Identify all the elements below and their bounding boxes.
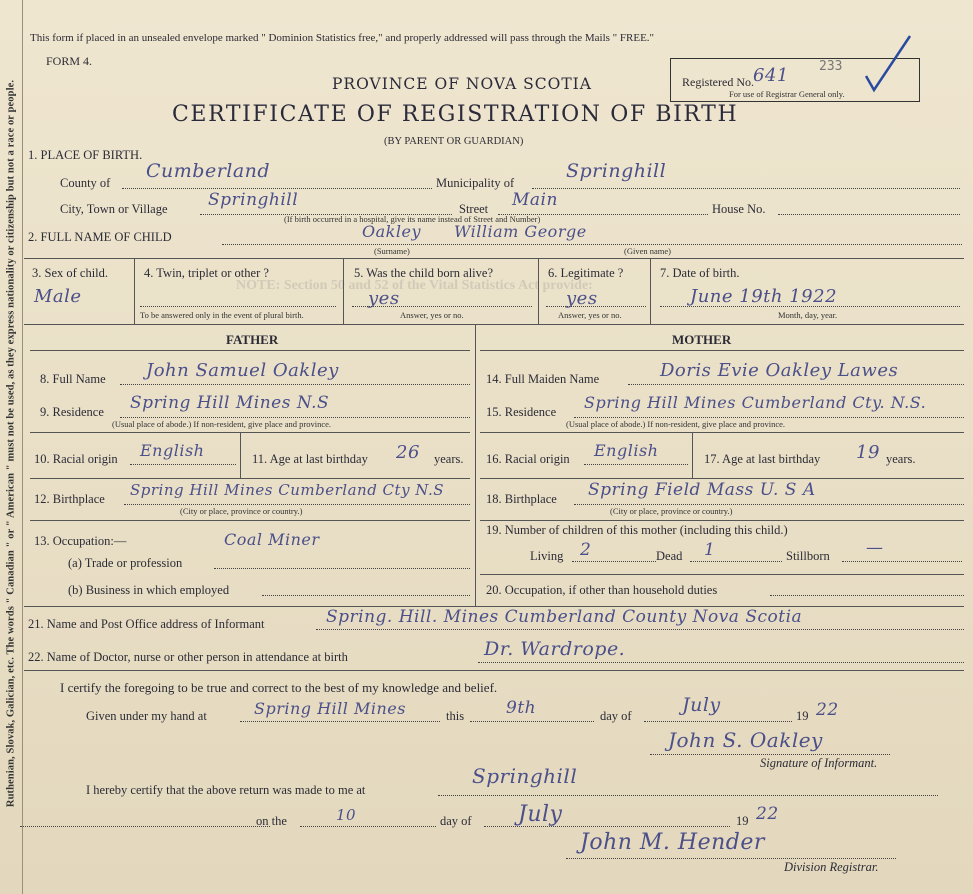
mother-residence: Spring Hill Mines Cumberland Cty. N.S. <box>584 393 927 412</box>
county-label: County of <box>60 176 111 190</box>
living-count: 2 <box>580 540 592 560</box>
mother-birthplace-note: (City or place, province or country.) <box>610 506 733 516</box>
county-value: Cumberland <box>146 160 271 182</box>
father-occupation: Coal Miner <box>224 530 320 549</box>
registrar-year: 22 <box>756 804 779 824</box>
father-race: English <box>140 441 205 460</box>
mother-age-label: 17. Age at last birthday <box>704 452 821 466</box>
twin-note: To be answered only in the event of plural birth. <box>140 310 304 320</box>
child-given-name: William George <box>454 222 587 241</box>
doctor-value: Dr. Wardrope. <box>484 638 626 660</box>
father-occupation-label: 13. Occupation:— <box>34 534 127 548</box>
checkmark-icon <box>860 32 916 94</box>
registrar-day-of-label: day of <box>440 814 472 828</box>
mother-occupation-label: 20. Occupation, if other than household duties <box>486 583 718 597</box>
registrar-year-prefix: 19 <box>736 814 749 828</box>
registrar-on-label: on the <box>256 814 287 828</box>
registrar-text: I hereby certify that the above return was made to me at <box>86 783 366 797</box>
child-surname: Oakley <box>362 222 421 241</box>
legitimate-value: yes <box>566 288 598 309</box>
city-value: Springhill <box>208 190 299 210</box>
given-name-label: (Given name) <box>624 246 671 256</box>
mother-birthplace: Spring Field Mass U. S A <box>588 480 816 500</box>
mother-heading: MOTHER <box>672 332 732 347</box>
city-label: City, Town or Village <box>60 202 168 216</box>
municipality-value: Springhill <box>566 160 667 182</box>
dead-label: Dead <box>656 549 683 563</box>
father-age: 26 <box>396 442 420 463</box>
alive-value: yes <box>368 288 400 309</box>
certify-text: I certify the foregoing to be true and correct to the best of my knowledge and belief. <box>60 680 498 695</box>
this-label: this <box>446 709 465 723</box>
municipality-label: Municipality of <box>436 176 515 190</box>
father-race-label: 10. Racial origin <box>34 452 118 466</box>
legitimate-label: 6. Legitimate ? <box>548 266 624 280</box>
twin-label: 4. Twin, triplet or other ? <box>144 266 269 280</box>
given-under-label: Given under my hand at <box>86 709 207 723</box>
doctor-label: 22. Name of Doctor, nurse or other person in attendance at birth <box>28 650 348 664</box>
registrar-day: 10 <box>336 806 357 824</box>
registrar-signature-label: Division Registrar. <box>784 860 879 874</box>
birth-date-value: June 19th 1922 <box>690 286 838 307</box>
certify-day-of-label: day of <box>600 709 632 723</box>
registrar-signature: John M. Hender <box>580 830 765 855</box>
child-name-heading: 2. FULL NAME OF CHILD <box>28 230 172 244</box>
street-label: Street <box>459 202 489 216</box>
registered-note: For use of Registrar General only. <box>729 89 845 99</box>
stillborn-label: Stillborn <box>786 549 830 563</box>
certificate-title: CERTIFICATE OF REGISTRATION OF BIRTH <box>172 102 739 127</box>
children-count-label: 19. Number of children of this mother (including this child.) <box>486 523 788 537</box>
father-name: John Samuel Oakley <box>146 360 339 381</box>
alive-note: Answer, yes or no. <box>400 310 464 320</box>
side-divider <box>22 0 23 894</box>
father-name-label: 8. Full Name <box>40 372 106 386</box>
registrar-place: Springhill <box>472 764 578 788</box>
alive-label: 5. Was the child born alive? <box>354 266 494 280</box>
sex-value: Male <box>34 286 82 307</box>
bleed-through-text: NOTE: Section 50 and 52 of the Vital Statistics Act provide: <box>236 278 593 293</box>
certify-month: July <box>682 694 721 716</box>
dead-count: 1 <box>704 540 716 560</box>
informant-label: 21. Name and Post Office address of Informant <box>28 617 265 631</box>
birth-date-label: 7. Date of birth. <box>660 266 740 280</box>
certify-year: 22 <box>816 700 839 720</box>
trade-label: (a) Trade or profession <box>68 556 183 570</box>
mother-name: Doris Evie Oakley Lawes <box>660 360 899 381</box>
certify-day: 9th <box>506 698 537 718</box>
mother-birthplace-label: 18. Birthplace <box>486 492 557 506</box>
registered-number: 641 <box>753 65 789 86</box>
mother-name-label: 14. Full Maiden Name <box>486 372 600 386</box>
mother-race-label: 16. Racial origin <box>486 452 570 466</box>
father-birthplace: Spring Hill Mines Cumberland Cty N.S <box>130 481 445 499</box>
house-label: House No. <box>712 202 766 216</box>
father-residence-note: (Usual place of abode.) If non-resident, give place and province. <box>112 419 332 429</box>
father-residence: Spring Hill Mines N.S <box>130 393 330 413</box>
mother-years: years. <box>886 452 916 466</box>
postal-note: This form if placed in an unsealed envelope marked " Dominion Statistics free," and properly addressed will pass through the Mails " FREE." <box>30 32 655 44</box>
informant-value: Spring. Hill. Mines Cumberland County Nova Scotia <box>326 607 803 627</box>
form-number: FORM 4. <box>46 54 93 68</box>
registrar-month: July <box>518 802 563 827</box>
certify-year-prefix: 19 <box>796 709 809 723</box>
stillborn-count: — <box>866 538 884 558</box>
given-place: Spring Hill Mines <box>254 699 406 718</box>
informant-signature: John S. Oakley <box>668 728 823 752</box>
father-birthplace-note: (City or place, province or country.) <box>180 506 303 516</box>
legitimate-note: Answer, yes or no. <box>558 310 622 320</box>
sex-label: 3. Sex of child. <box>32 266 109 280</box>
certificate-subtitle: (BY PARENT OR GUARDIAN) <box>384 136 524 147</box>
hospital-note: (If birth occurred in a hospital, give its name instead of Street and Number) <box>284 214 541 224</box>
street-value: Main <box>512 190 558 210</box>
side-note: Ruthenian, Slovak, Galician, etc. The words " Canadian " or " American " must not be used, as they express nationality or citizenship but not a race or people. <box>5 79 17 808</box>
mother-residence-label: 15. Residence <box>486 405 557 419</box>
province-heading: PROVINCE OF NOVA SCOTIA <box>332 75 593 93</box>
father-heading: FATHER <box>226 332 279 347</box>
registered-stamp: 233 <box>819 59 843 74</box>
surname-label: (Surname) <box>374 246 410 256</box>
father-age-label: 11. Age at last birthday <box>252 452 368 466</box>
mother-race: English <box>594 441 659 460</box>
informant-signature-label: Signature of Informant. <box>760 756 878 770</box>
mother-age: 19 <box>856 442 880 463</box>
registered-label: Registered No. <box>682 75 754 89</box>
place-heading: 1. PLACE OF BIRTH. <box>28 148 143 162</box>
mother-residence-note: (Usual place of abode.) If non-resident, give place and province. <box>566 419 786 429</box>
father-years: years. <box>434 452 464 466</box>
business-label: (b) Business in which employed <box>68 583 230 597</box>
father-birthplace-label: 12. Birthplace <box>34 492 105 506</box>
birth-date-note: Month, day, year. <box>778 310 838 320</box>
living-label: Living <box>530 549 564 563</box>
father-residence-label: 9. Residence <box>40 405 104 419</box>
